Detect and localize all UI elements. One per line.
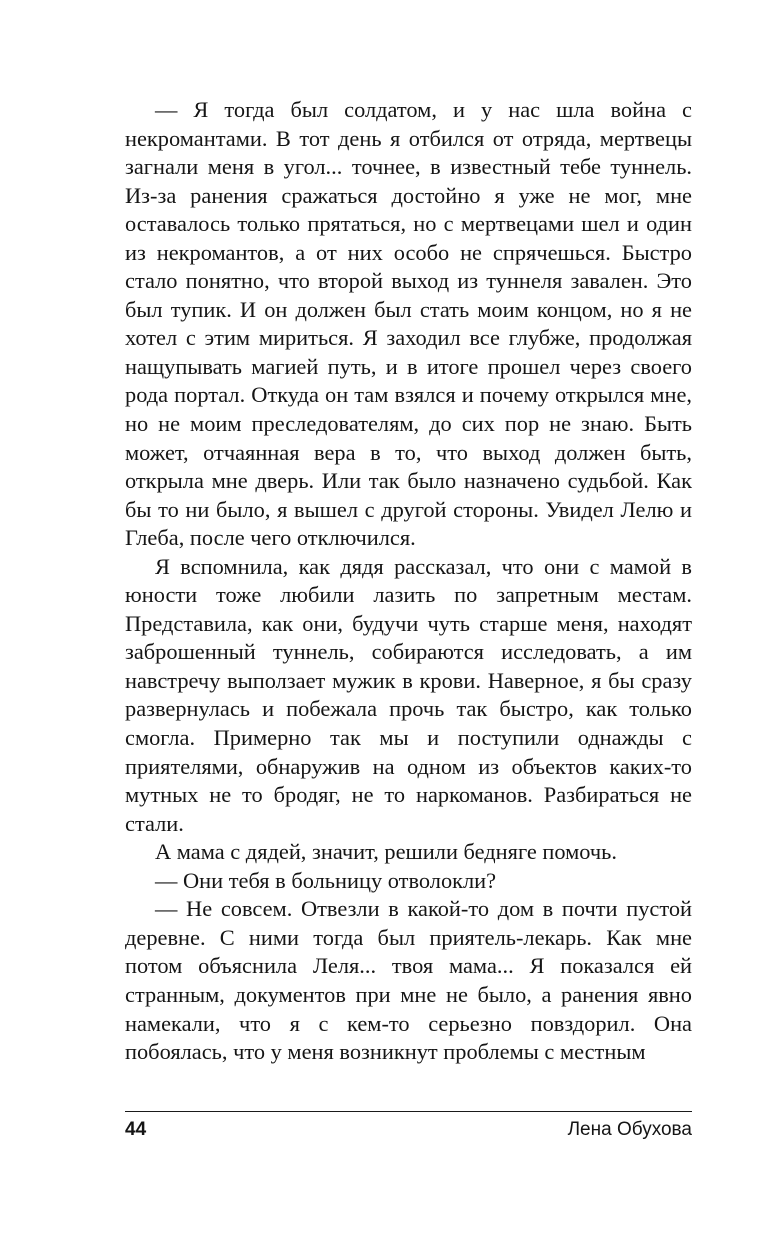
paragraph-4: — Они тебя в больницу отволокли?	[155, 867, 497, 893]
footer-divider	[125, 1111, 692, 1112]
paragraph-1: — Я тогда был солдатом, и у нас шла война с некромантами. В тот день я отбился от отряда, мертвецы загнали меня в угол... точнее, в известный тебе туннель. Из-за ранения сражаться достойно я уже не мог, мне оставалось только прятаться, но с мертвецами шел и один из некромантов, а от них особо не спрячешься. Быстро стало понятно, что второй выход из туннеля завален. Это был тупик. И он должен был стать моим концом, но я не хотел с этим мириться. Я заходил все глубже, продолжая нащупывать магией путь, и в итоге прошел через своего рода портал. Откуда он там взялся и почему открылся мне, но не моим преследователям, до сих пор не знаю. Быть может, отчаянная вера в то, что выход должен быть, открыла мне дверь. Или так было назначено судьбой. Как бы то ни было, я вышел с другой стороны. Увидел Лелю и Глеба, после чего отключился.	[125, 97, 692, 551]
page-number: 44	[125, 1119, 147, 1140]
paragraph-5: — Не совсем. Отвезли в какой-то дом в почти пустой деревне. С ними тогда был приятель-лекарь. Как мне потом объяснила Леля... твоя мама... Я показался ей странным, документов при мне не было, а ранения явно намекали, что я с кем-то серьезно повздорил. Она побоялась, что у меня возникнут проблемы с местным	[125, 896, 692, 1065]
running-footer-author: Лена Обухова	[567, 1119, 692, 1140]
paragraph-2: Я вспомнила, как дядя рассказал, что они с мамой в юности тоже любили лазить по запретным местам. Представила, как они, будучи чуть старше меня, находят заброшенный туннель, собираются исследовать, а им навстречу выползает мужик в крови. Наверное, я бы сразу развернулась и побежала прочь так быстро, как только смогла. Примерно так мы и поступили однажды с приятелями, обнаружив на одном из объектов каких-то мутных не то бродяг, не то наркоманов. Разбираться не стали.	[125, 553, 692, 836]
body-text	[125, 96, 692, 1067]
paragraph-3: А мама с дядей, значит, решили бедняге помочь.	[155, 839, 617, 865]
